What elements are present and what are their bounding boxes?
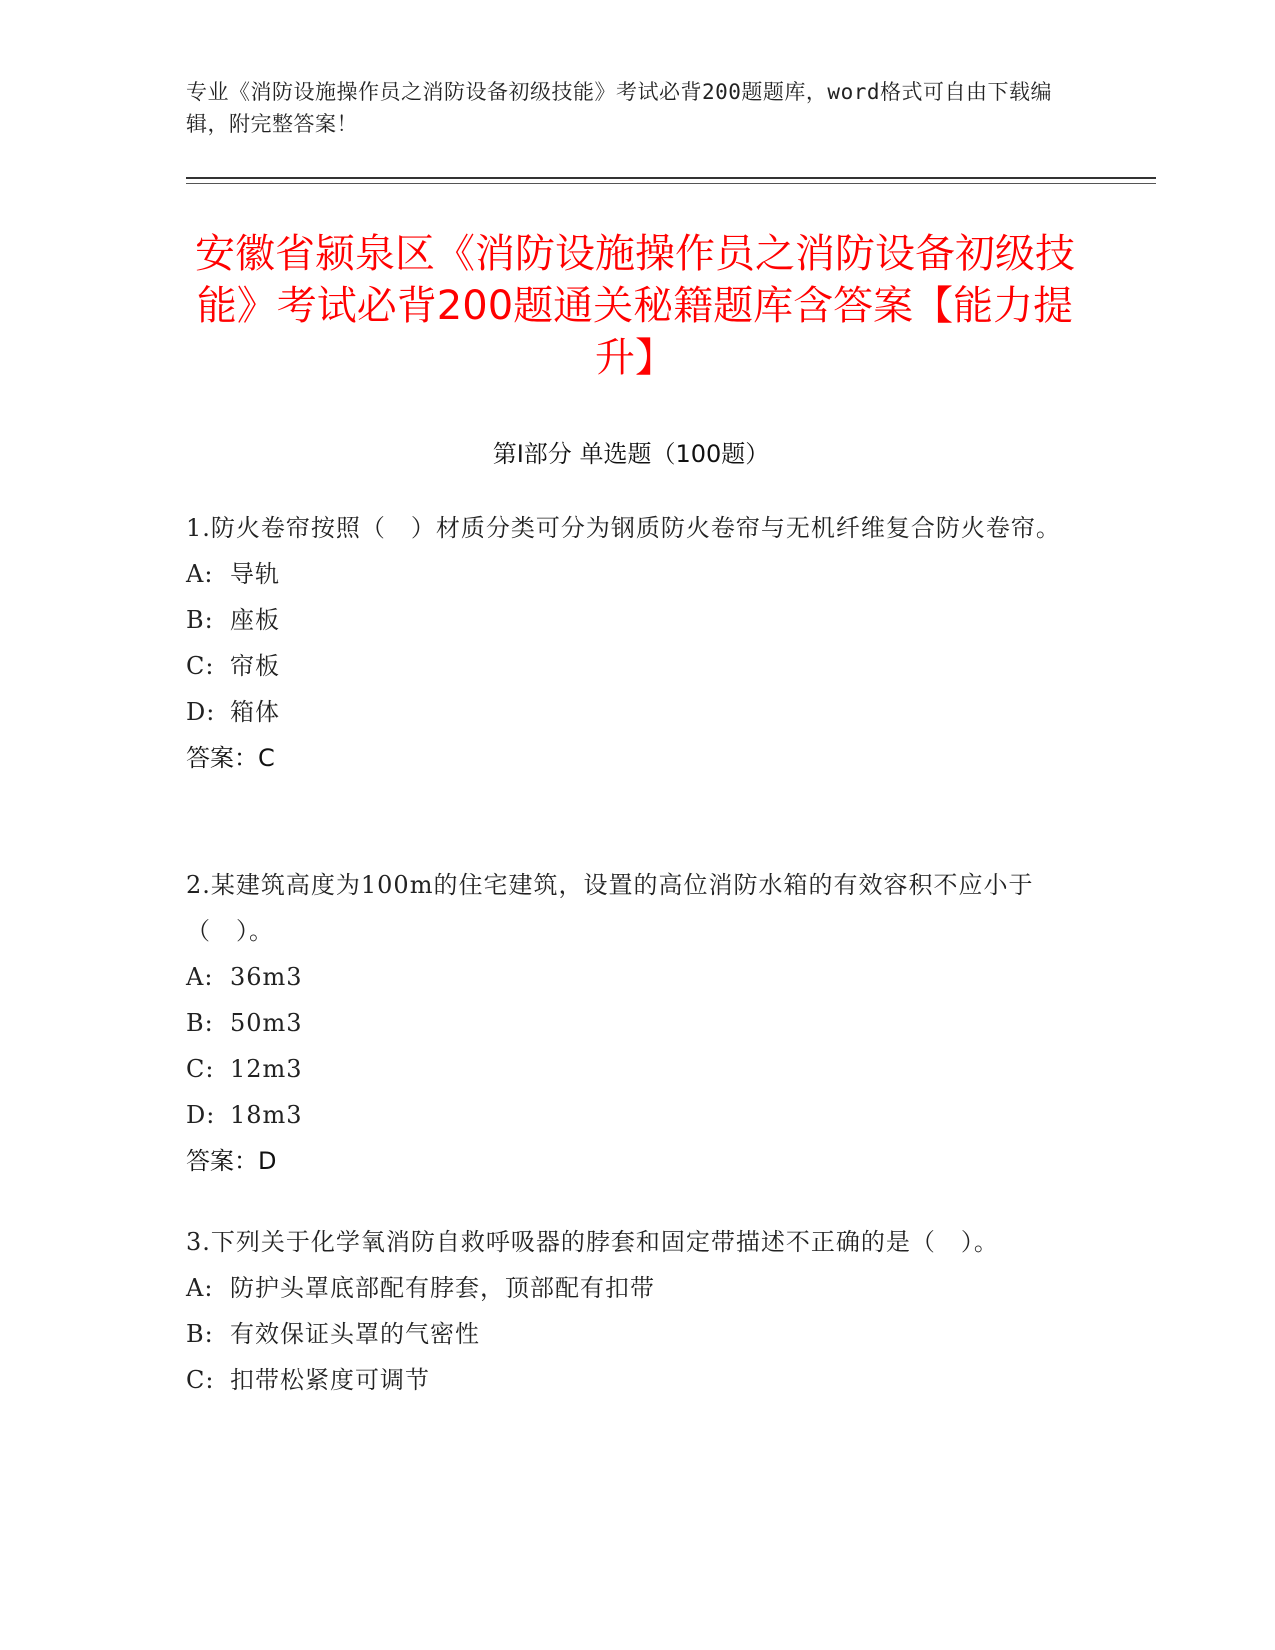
option-c: [186, 643, 1076, 689]
header-divider-thick: [186, 177, 1156, 179]
option-text: 座板: [230, 606, 280, 634]
option-c: [186, 1357, 1076, 1403]
option-b: [186, 1000, 1076, 1046]
option-text: 箱体: [230, 698, 280, 726]
option-letter: B:: [186, 1320, 214, 1348]
option-letter: B:: [186, 606, 214, 634]
option-letter: B:: [186, 1009, 214, 1037]
question-1: [186, 505, 1076, 781]
header-note: 专业《消防设施操作员之消防设备初级技能》考试必背200题题库，word格式可自由下载编辑，附完整答案！: [186, 80, 1052, 136]
option-d: [186, 689, 1076, 735]
option-a: [186, 551, 1076, 597]
question-text: 1.防火卷帘按照（ ）材质分类可分为钢质防火卷帘与无机纤维复合防火卷帘。: [186, 514, 1061, 542]
option-text: 36m3: [230, 963, 303, 991]
option-text: 帘板: [230, 652, 280, 680]
question-text: 2.某建筑高度为100m的住宅建筑，设置的高位消防水箱的有效容积不应小于（ ）。: [186, 871, 1034, 945]
option-letter: C:: [186, 652, 215, 680]
option-text: 防护头罩底部配有脖套，顶部配有扣带: [230, 1274, 655, 1302]
option-text: 50m3: [230, 1009, 303, 1037]
option-letter: A:: [186, 560, 214, 588]
option-text: 有效保证头罩的气密性: [230, 1320, 480, 1348]
option-text: 导轨: [230, 560, 280, 588]
option-b: [186, 597, 1076, 643]
option-a: [186, 1265, 1076, 1311]
question-text: 3.下列关于化学氧消防自救呼吸器的脖套和固定带描述不正确的是（ ）。: [186, 1228, 999, 1256]
option-text: 12m3: [230, 1055, 303, 1083]
document-title: 安徽省颍泉区《消防设施操作员之消防设备初级技能》考试必背200题通关秘籍题库含答案【能力提升】: [195, 231, 1075, 381]
option-letter: D:: [186, 1101, 216, 1129]
option-text: 18m3: [230, 1101, 303, 1129]
answer: 答案：D: [186, 1147, 277, 1175]
option-letter: D:: [186, 698, 216, 726]
question-2: [186, 862, 1076, 1184]
option-b: [186, 1311, 1076, 1357]
section-title: 第Ⅰ部分 单选题（100题）: [492, 440, 770, 468]
option-a: [186, 954, 1076, 1000]
option-text: 扣带松紧度可调节: [230, 1366, 430, 1394]
option-letter: A:: [186, 1274, 214, 1302]
header-divider-thin: [186, 183, 1156, 184]
option-c: [186, 1046, 1076, 1092]
option-letter: C:: [186, 1055, 215, 1083]
option-d: [186, 1092, 1076, 1138]
option-letter: C:: [186, 1366, 215, 1394]
answer: 答案：C: [186, 744, 275, 772]
question-3: [186, 1219, 1076, 1403]
option-letter: A:: [186, 963, 214, 991]
